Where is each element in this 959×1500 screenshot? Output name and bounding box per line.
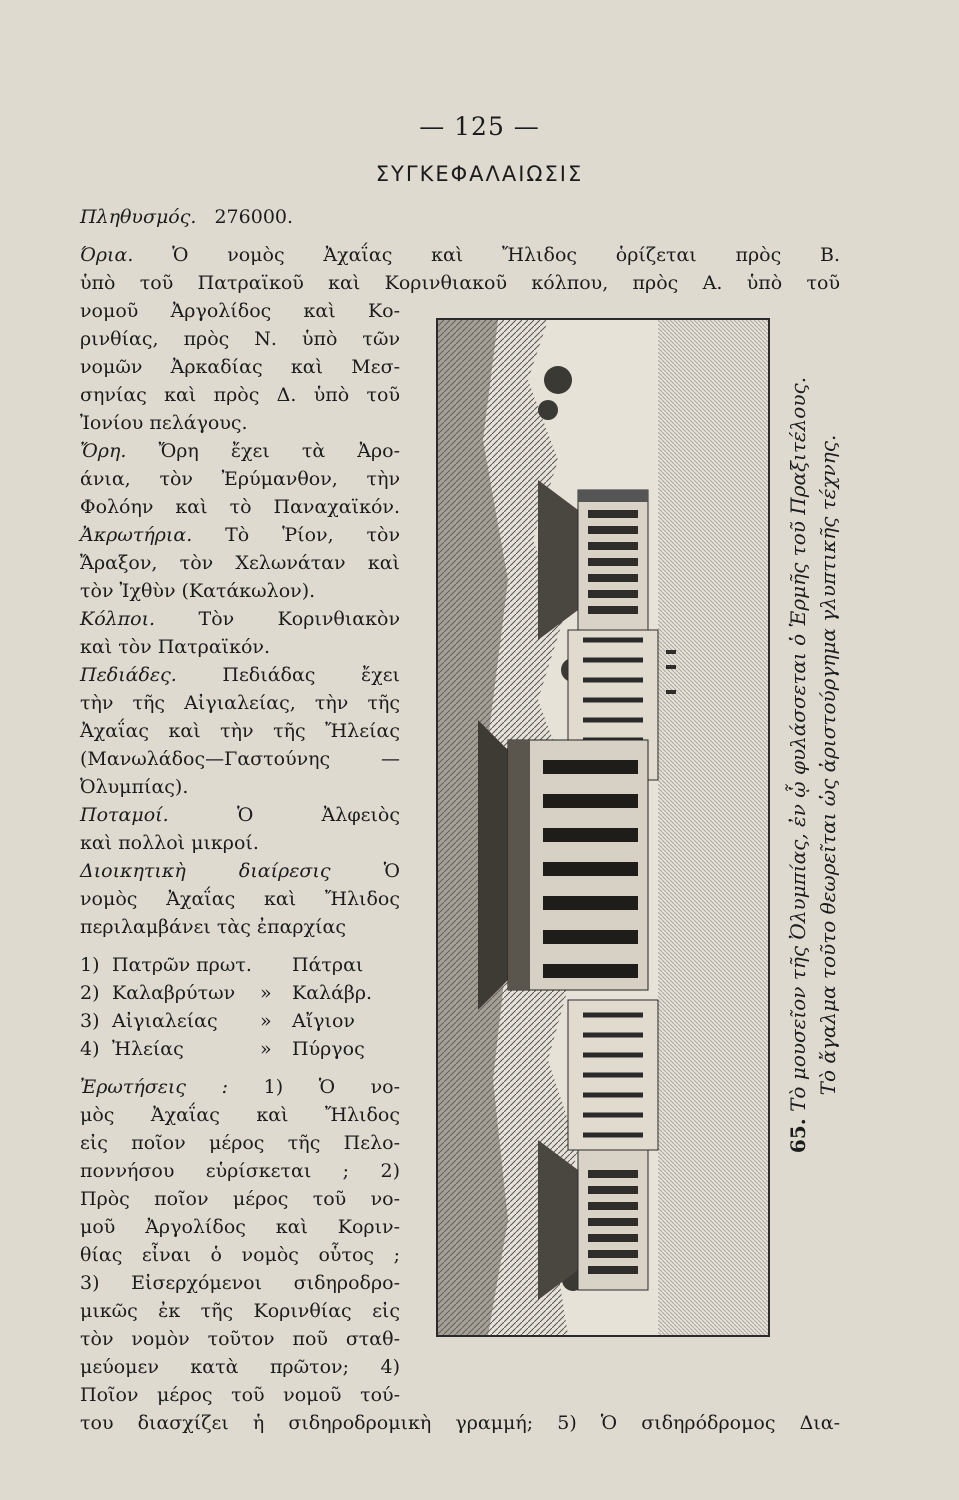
- museum-illustration: [438, 320, 768, 1335]
- province-capital: Πάτραι: [292, 954, 364, 976]
- division-label: Διοικητικὴ διαίρεσις: [80, 860, 331, 882]
- province-capital: Αἴγιον: [292, 1010, 355, 1032]
- province-number: 3): [80, 1010, 100, 1032]
- gulfs-label: Κόλποι.: [80, 608, 156, 630]
- population-value: 276000.: [214, 206, 294, 228]
- caption-line-1: [786, 377, 810, 1153]
- borders-line-5: νομῶν Ἀρκαδίας καὶ Μεσ-: [80, 356, 400, 378]
- questions-line-4: ποννήσου εὑρίσκεται ; 2): [80, 1160, 400, 1182]
- figure-number: 65.: [786, 1118, 810, 1154]
- central-portico: [478, 720, 648, 1010]
- capes-line-3: τὸν Ἰχθὺν (Κατάκωλον).: [80, 580, 316, 602]
- questions-line-13: του διασχίζει ἡ σιδηροδρομικὴ γραμμή; 5) Ὁ σιδηρόδρομος Δια-: [80, 1412, 840, 1434]
- plains-line-5: Ὀλυμπίας).: [80, 776, 189, 798]
- province-name: Αἰγιαλείας: [112, 1010, 218, 1032]
- capes-label: Ἀκρωτήρια.: [80, 524, 193, 546]
- plains-line-3: Ἀχαΐας καὶ τὴν τῆς Ἤλείας: [80, 720, 400, 742]
- caption-line-2: [816, 435, 840, 1096]
- rivers-line-2: καὶ πολλοὶ μικροί.: [80, 832, 259, 854]
- questions-line-3: εἰς ποῖον μέρος τῆς Πελο-: [80, 1132, 400, 1154]
- page-number: — 125 —: [419, 112, 540, 141]
- gulfs-line-2: καὶ τὸν Πατραϊκόν.: [80, 636, 270, 658]
- province-number: 4): [80, 1038, 100, 1060]
- mountains-line-1: [80, 436, 400, 466]
- questions-line-10: τὸν νομὸν τοῦτον ποῦ σταθ-: [80, 1328, 400, 1350]
- borders-line-1: [80, 240, 840, 270]
- questions-line-1: [80, 1072, 400, 1102]
- division-line-2: νομὸς Ἀχαΐας καὶ Ἤλιδος: [80, 888, 400, 910]
- province-capital: Καλάβρ.: [292, 982, 373, 1004]
- questions-line-2: μὸς Ἀχαΐας καὶ Ἤλιδος: [80, 1104, 400, 1126]
- plains-line-1: [80, 660, 400, 690]
- capes-line-1: [80, 520, 400, 550]
- province-name: Καλαβρύτων: [112, 982, 236, 1004]
- province-ditto: »: [260, 982, 272, 1004]
- gulfs-line-1: [80, 604, 400, 634]
- plains-line-2: τὴν τῆς Αἰγιαλείας, τὴν τῆς: [80, 692, 400, 714]
- capes-text-1: Τὸ Ῥίον, τὸν: [225, 524, 400, 546]
- gulfs-text-1: Τὸν Κορινθιακὸν: [198, 608, 401, 630]
- questions-label: Ἐρωτήσεις :: [80, 1076, 229, 1098]
- province-number: 1): [80, 954, 100, 976]
- borders-text-1: Ὁ νομὸς Ἀχαΐας καὶ Ἤλιδος ὁρίζεται πρὸς Β.: [172, 244, 840, 266]
- division-text-1: Ὁ: [383, 860, 400, 882]
- province-name: Ἠλείας: [112, 1038, 184, 1060]
- page-heading: ΣΥΓΚΕΦΑΛΑΙΩΣΙΣ: [375, 162, 584, 186]
- questions-line-5: Πρὸς ποῖον μέρος τοῦ νο-: [80, 1188, 400, 1210]
- questions-text-1: 1) Ὁ νο-: [263, 1076, 401, 1098]
- rivers-text-1: Ὁ Ἀλφειὸς: [236, 804, 400, 826]
- mountains-text-1: Ὄρη ἔχει τὰ Ἀρο-: [158, 440, 400, 462]
- lower-wing: [568, 1000, 658, 1150]
- borders-line-7: Ἰονίου πελάγους.: [80, 412, 248, 434]
- rivers-label: Ποταμοί.: [80, 804, 169, 826]
- mountains-line-2: άνια, τὸν Ἐρύμανθον, τὴν: [80, 468, 400, 490]
- mountains-label: Ὄρη.: [80, 440, 127, 462]
- borders-label: Όρια.: [80, 244, 134, 266]
- population-label: Πληθυσμός.: [80, 206, 197, 228]
- division-line-1: [80, 856, 400, 886]
- questions-line-7: θίας εἶναι ὁ νομὸς οὗτος ;: [80, 1244, 400, 1266]
- questions-line-9: μικῶς ἐκ τῆς Κορινθίας εἰς: [80, 1300, 400, 1322]
- plains-text-1: Πεδιάδας ἔχει: [222, 664, 400, 686]
- borders-line-2: ὑπὸ τοῦ Πατραϊκοῦ καὶ Κορινθιακοῦ κόλπου, πρὸς Α. ὑπὸ τοῦ: [80, 272, 840, 294]
- caption-text-2: Τὸ ἄγαλμα τοῦτο θεωρεῖται ὡς ἀριστούργημα γλυπτικῆς τέχνης.: [816, 434, 840, 1096]
- foreground-ground: [658, 320, 768, 1335]
- questions-line-12: Ποῖον μέρος τοῦ νομοῦ τού-: [80, 1384, 400, 1406]
- museum-engraving: [436, 318, 770, 1337]
- borders-line-3: νομοῦ Ἀργολίδος καὶ Κο-: [80, 300, 400, 322]
- lower-pavilion: [538, 1140, 648, 1300]
- upper-pavilion: [538, 480, 648, 640]
- province-number: 2): [80, 982, 100, 1004]
- borders-line-6: σηνίας καὶ πρὸς Δ. ὑπὸ τοῦ: [80, 384, 400, 406]
- province-ditto: »: [260, 1038, 272, 1060]
- mountains-line-3: Φολόην καὶ τὸ Παναχαϊκόν.: [80, 496, 400, 518]
- questions-line-8: 3) Εἰσερχόμενοι σιδηροδρο-: [80, 1272, 400, 1294]
- capes-line-2: Ἄραξον, τὸν Χελωνάταν καὶ: [80, 552, 400, 574]
- caption-text-1: Τὸ μουσεῖον τῆς Ὀλυμπίας, ἐν ᾧ φυλάσσεται ὁ Ἑρμῆς τοῦ Πραξιτέλους.: [786, 376, 810, 1112]
- questions-line-6: μοῦ Ἀργολίδος καὶ Κοριν-: [80, 1216, 400, 1238]
- population-line: [80, 202, 293, 232]
- province-name: Πατρῶν πρωτ.: [112, 954, 252, 976]
- questions-line-11: μεύομεν κατὰ πρῶτον; 4): [80, 1356, 400, 1378]
- plains-label: Πεδιάδες.: [80, 664, 177, 686]
- caption-column-2: [808, 240, 848, 1290]
- rivers-line-1: [80, 800, 400, 830]
- borders-line-4: ρινθίας, πρὸς Ν. ὑπὸ τῶν: [80, 328, 400, 350]
- province-ditto: »: [260, 1010, 272, 1032]
- plains-line-4: (Μανωλάδος—Γαστούνης —: [80, 748, 400, 770]
- division-line-3: περιλαμβάνει τὰς ἐπαρχίας: [80, 916, 347, 938]
- province-capital: Πύργος: [292, 1038, 365, 1060]
